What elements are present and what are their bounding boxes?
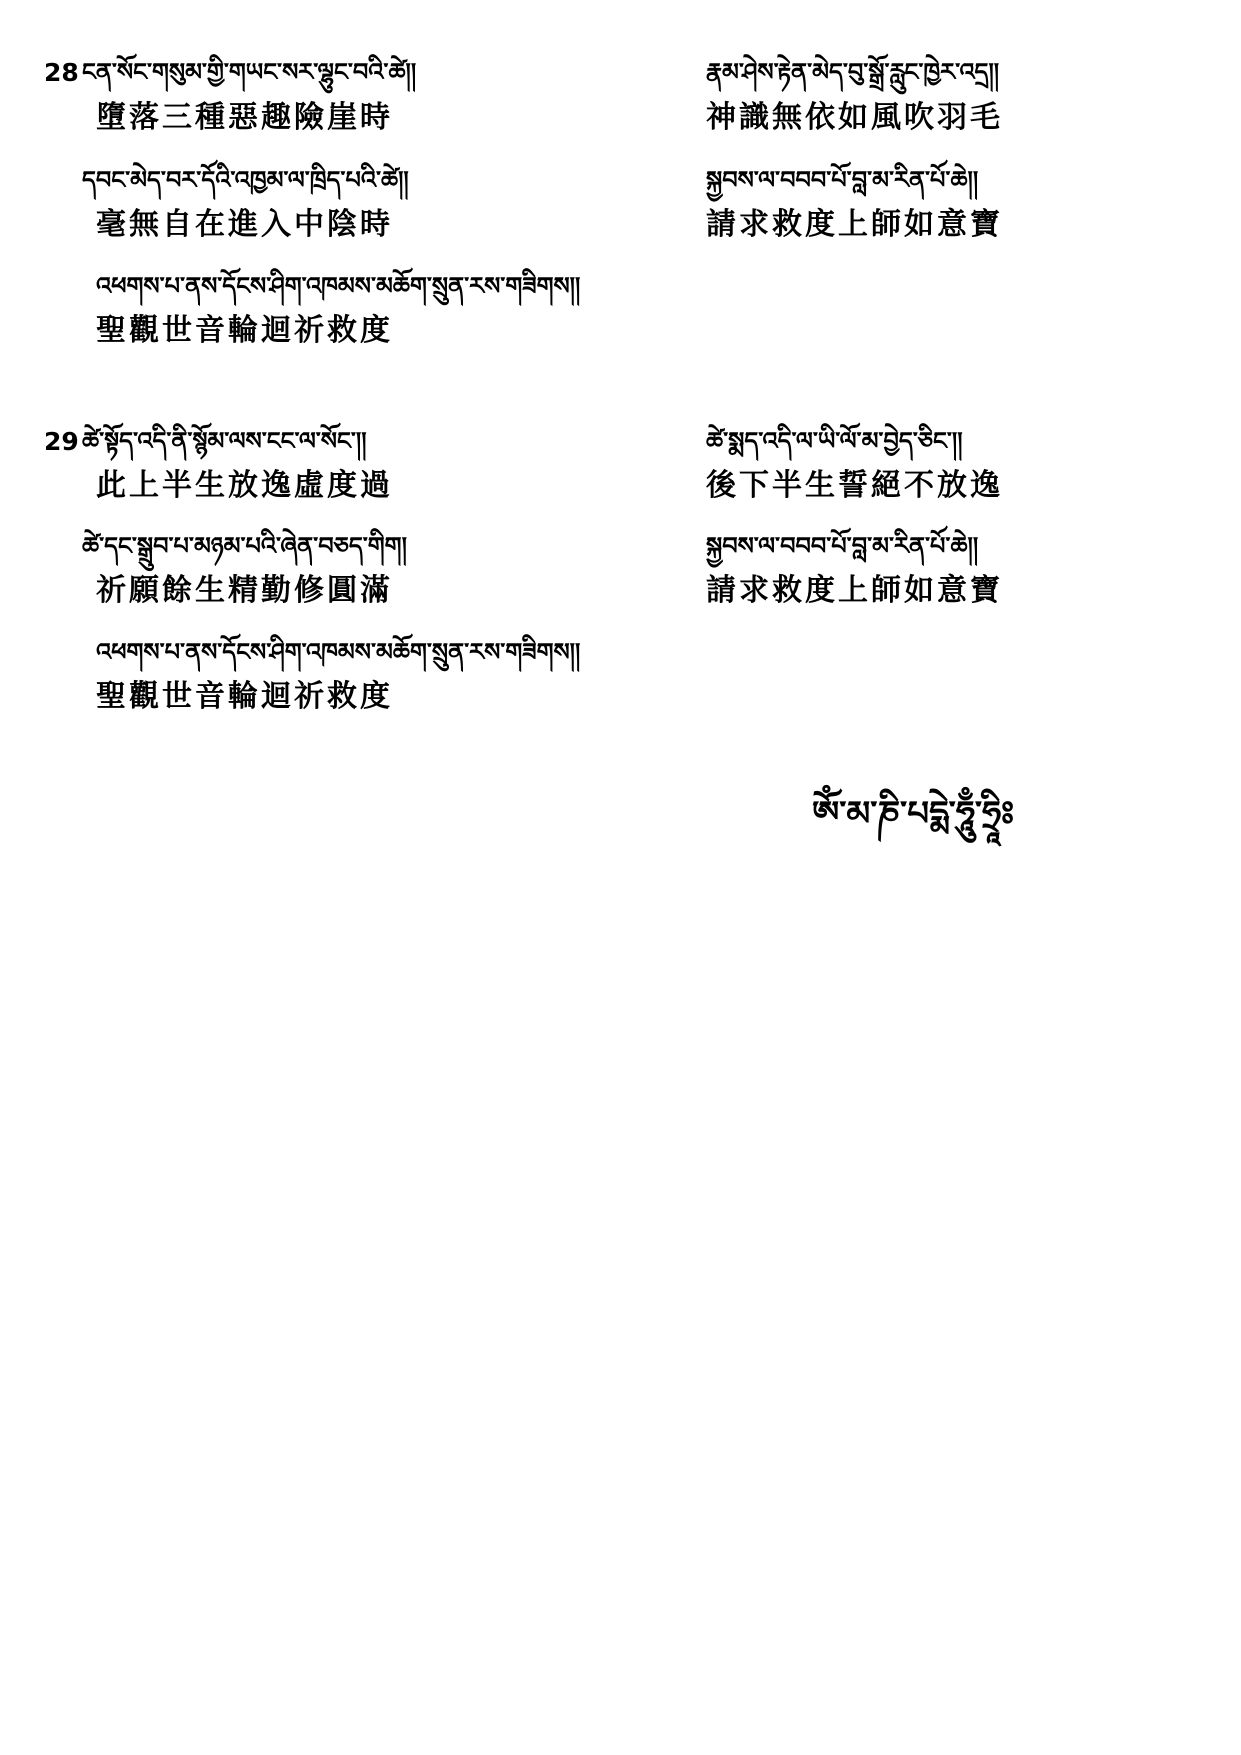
verse-29-right-line-1-tibetan: ཚེ་སྨད་འདི་ལ་ཡི་ལོ་མ་བྱེད་ཅིང་།། — [706, 427, 963, 455]
verse-29-left-line-2-tibetan: ཚེ་དང་སྒྲུབ་པ་མཉམ་པའི་ཞེན་བཅད་གིག། — [82, 532, 407, 560]
verse-29-left-line-1-chinese: 此上半生放逸虛度過 — [96, 468, 393, 503]
verse-28-left-line-1-chinese: 墮落三種惡趣險崖時 — [96, 100, 393, 135]
verse-number-28: 28 — [44, 58, 79, 87]
verse-28-left-line-3-chinese: 聖觀世音輪迴祈救度 — [96, 313, 393, 348]
verse-28-right-line-2-chinese: 請求救度上師如意寶 — [706, 207, 1003, 242]
verse-29-right-line-2-tibetan: སྐྱབས་ལ་བབབ་པོ་བླ་མ་རིན་པོ་ཆེ།། — [706, 532, 979, 560]
verse-29-left-line-2-chinese: 祈願餘生精勤修圓滿 — [96, 573, 393, 608]
verse-28-right-line-1-chinese: 神識無依如風吹羽毛 — [706, 100, 1003, 135]
verse-29-left-line-3-tibetan: འཕགས་པ་ནས་དོངས་ཤིག་འཁམས་མཆོག་སྲུན་རས་གཟིགས།། — [96, 638, 581, 666]
verse-28-right-line-2-tibetan: སྐྱབས་ལ་བབབ་པོ་བླ་མ་རིན་པོ་ཆེ།། — [706, 166, 979, 194]
verse-number-29: 29 — [44, 427, 79, 456]
closing-mantra: ཨོཾ་མ་ཎི་པདྨེ་ཧཱུྃ་ཧྲཱིཿ — [812, 794, 1015, 834]
verse-29-left-line-1-tibetan: ཚེ་སྟོད་འདི་ནི་སྙོམ་ལས་ངང་ལ་སོང་།། — [82, 427, 367, 455]
verse-28-left-line-2-tibetan: དབང་མེད་བར་དོའི་འཁྱམ་ལ་ཁྲིད་པའི་ཚེ།། — [82, 166, 409, 194]
verse-28-left-line-3-tibetan: འཕགས་པ་ནས་དོངས་ཤིག་འཁམས་མཆོག་སྲུན་རས་གཟིགས།། — [96, 272, 581, 300]
verse-28-left-line-2-chinese: 毫無自在進入中陰時 — [96, 207, 393, 242]
verse-29-left-line-3-chinese: 聖觀世音輪迴祈救度 — [96, 679, 393, 714]
verse-29-right-line-1-chinese: 後下半生誓絕不放逸 — [706, 468, 1003, 503]
verse-29-right-line-2-chinese: 請求救度上師如意寶 — [706, 573, 1003, 608]
verse-28-left-line-1-tibetan: ངན་སོང་གསུམ་གྱི་གཡང་སར་ལྷུང་བའི་ཚེ།། — [82, 58, 417, 86]
verse-28-right-line-1-tibetan: རྣམ་ཤེས་རྟེན་མེད་བུ་སྒྲོ་རླུང་ཁྱེར་འདྲ།། — [706, 58, 1000, 86]
